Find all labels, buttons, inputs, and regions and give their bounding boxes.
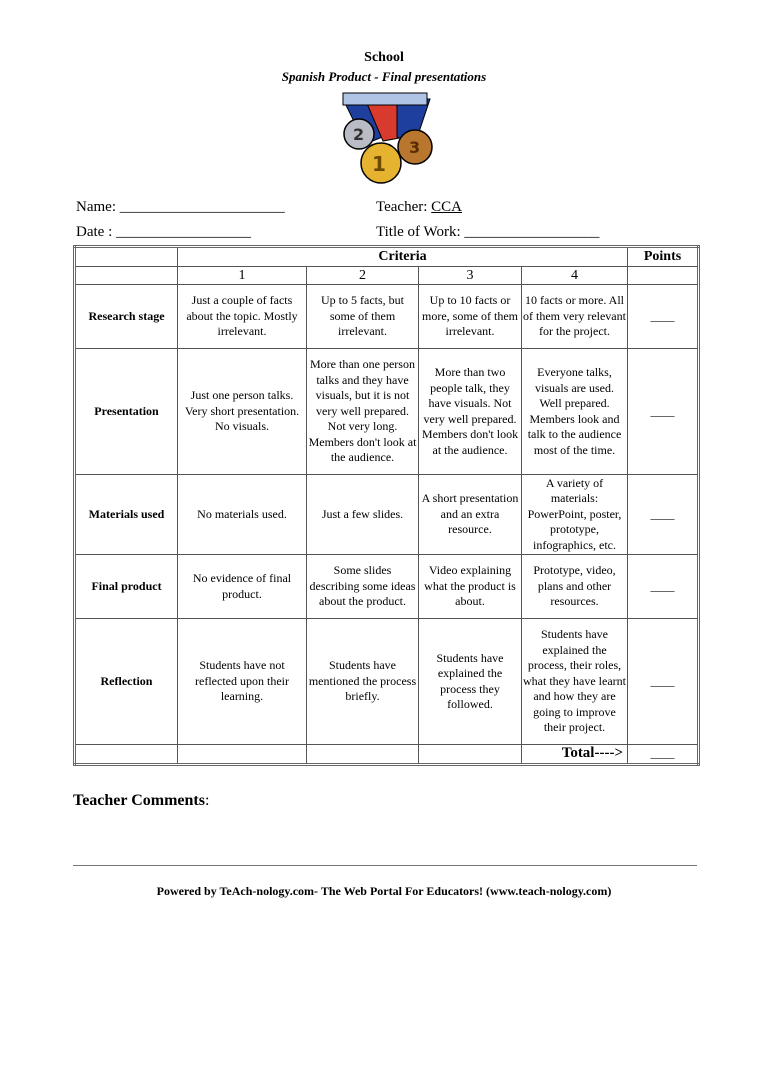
rubric-cell: A short presentation and an extra resource. [419,475,522,555]
teacher-label: Teacher: [376,199,428,215]
rubric-cell: Up to 5 facts, but some of them irrelevant. [307,285,419,349]
rubric-cell: More than one person talks and they have visuals, but it is not very well prepared. Not very long. Members don't look at the audience. [307,349,419,475]
level-points-empty [628,267,699,285]
rubric-cell: Everyone talks, visuals are used. Well prepared. Members look and talk to the audience most of the time. [522,349,628,475]
rubric-cell: Just one person talks. Very short presentation. No visuals. [178,349,307,475]
total-label: Total----> [522,745,628,765]
total-empty-cell [307,745,419,765]
criteria-header: Criteria [178,247,628,267]
row-label: Reflection [75,619,178,745]
footer-credit: Powered by TeAch-nology.com- The Web Portal For Educators! (www.teach-nology.com) [156,884,612,898]
rubric-row-presentation [75,349,699,475]
points-header: Points [628,247,699,267]
points-blank[interactable]: ____ [628,475,699,555]
rubric-cell: Video explaining what the product is about. [419,555,522,619]
level-number: 1 [178,267,307,285]
points-blank[interactable]: ____ [628,285,699,349]
rubric-row-research-stage [75,285,699,349]
teacher-comments [73,792,209,810]
medals-icon [335,89,435,189]
rubric-cell: Students have not reflected upon their learning. [178,619,307,745]
name-label: Name: [76,199,116,215]
total-empty-cell [419,745,522,765]
total-empty-cell [75,745,178,765]
rubric-header-row [75,247,699,267]
teacher-comments-label: Teacher Comments [73,792,205,809]
comments-divider [73,865,697,866]
level-number-row [75,267,699,285]
rubric-row-final-product [75,555,699,619]
points-blank[interactable]: ____ [628,619,699,745]
row-label: Presentation [75,349,178,475]
rubric-row-reflection [75,619,699,745]
rubric-row-materials-used [75,475,699,555]
points-blank[interactable]: ____ [628,555,699,619]
header-empty-cell [75,247,178,267]
rubric-cell: Students have mentioned the process briefly. [307,619,419,745]
rubric-cell: Some slides describing some ideas about the product. [307,555,419,619]
date-label: Date : [76,224,113,240]
rubric-cell: Students have explained the process, their roles, what they have learnt and how they are going to improve their project. [522,619,628,745]
level-empty-cell [75,267,178,285]
rubric-cell: More than two people talk, they have visuals. Not very well prepared. Members don't look at the audience. [419,349,522,475]
title-of-work-blank: __________________ [464,224,600,240]
date-blank: __________________ [115,224,251,240]
svg-text:3: 3 [409,138,421,157]
rubric-cell: Just a few slides. [307,475,419,555]
points-blank[interactable]: ____ [628,349,699,475]
teacher-comments-colon: : [204,792,210,809]
title-of-work-label: Title of Work: [376,224,461,240]
rubric-cell: No evidence of final product. [178,555,307,619]
document-title: School [364,50,404,65]
rubric-total-row [75,745,699,765]
level-number: 4 [522,267,628,285]
rubric-cell: 10 facts or more. All of them very relevant for the project. [522,285,628,349]
date-field[interactable] [76,224,251,241]
row-label: Research stage [75,285,178,349]
rubric-cell: A variety of materials: PowerPoint, poster, prototype, infographics, etc. [522,475,628,555]
row-label: Materials used [75,475,178,555]
level-number: 2 [307,267,419,285]
rubric-cell: Students have explained the process they followed. [419,619,522,745]
rubric-cell: Just a couple of facts about the topic. Mostly irrelevant. [178,285,307,349]
svg-text:1: 1 [372,152,386,176]
title-of-work-field[interactable] [376,224,599,241]
level-number: 3 [419,267,522,285]
name-blank: ______________________ [119,199,285,215]
name-field[interactable] [76,199,285,216]
rubric-cell: Up to 10 facts or more, some of them irrelevant. [419,285,522,349]
document-subtitle: Spanish Product - Final presentations [281,69,487,84]
rubric-cell: Prototype, video, plans and other resources. [522,555,628,619]
teacher-value: CCA [431,199,463,215]
row-label: Final product [75,555,178,619]
rubric-table [73,245,700,766]
teacher-field [376,199,462,216]
total-empty-cell [178,745,307,765]
total-points-blank[interactable]: ____ [628,745,699,765]
rubric-cell: No materials used. [178,475,307,555]
svg-text:2: 2 [353,125,365,144]
